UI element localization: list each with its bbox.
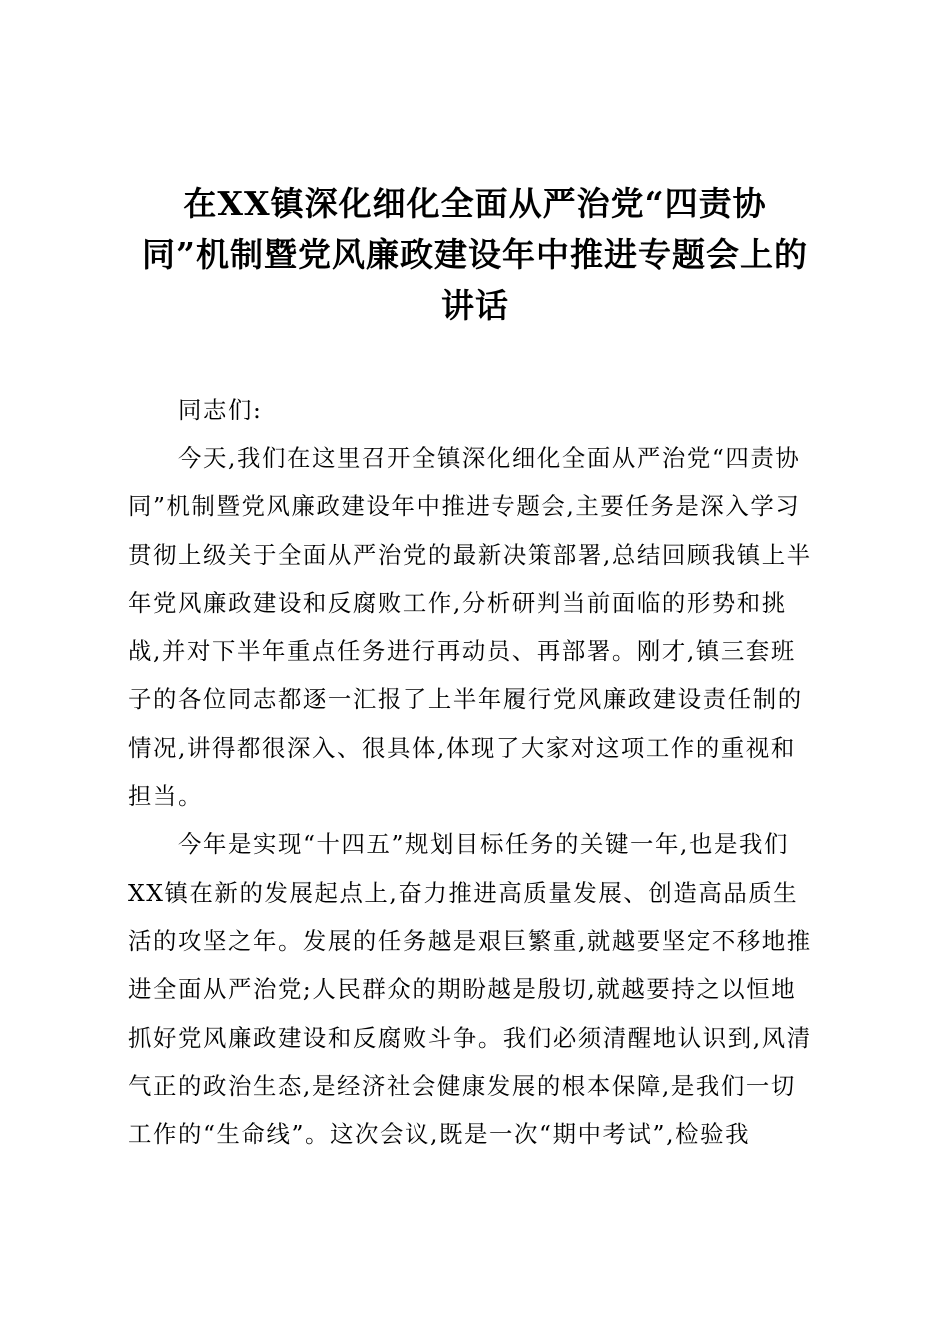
text-line: 抓好党风廉政建设和反腐败斗争。我们必须清醒地认识到,风清: [128, 1023, 812, 1052]
text-line: 同”机制暨党风廉政建设年中推进专题会,主要任务是深入学习: [128, 492, 801, 521]
document-title: [110, 178, 840, 331]
text-line: 子的各位同志都逐一汇报了上半年履行党风廉政建设责任制的: [128, 685, 803, 714]
text-line: 年党风廉政建设和反腐败工作,分析研判当前面临的形势和挑: [128, 588, 787, 617]
text-line: 情况,讲得都很深入、很具体,体现了大家对这项工作的重视和: [128, 733, 796, 762]
title-line: 同”机制暨党风廉政建设年中推进专题会上的: [142, 235, 808, 274]
text-line: 战,并对下半年重点任务进行再动员、再部署。刚才,镇三套班: [128, 637, 796, 666]
text-line: 进全面从严治党;人民群众的期盼越是殷切,就越要持之以恒地: [128, 975, 797, 1004]
title-line: 在XX镇深化细化全面从严治党“四责协: [183, 184, 767, 223]
text-line: 贯彻上级关于全面从严治党的最新决策部署,总结回顾我镇上半: [128, 540, 812, 569]
body-text: [128, 434, 828, 1158]
text-line: 担当。: [128, 782, 203, 811]
text-line: XX镇在新的发展起点上,奋力推进高质量发展、创造高品质生: [128, 878, 799, 907]
text-line: 今天,我们在这里召开全镇深化细化全面从严治党“四责协: [178, 444, 801, 472]
text-line: 活的攻坚之年。发展的任务越是艰巨繁重,就越要坚定不移地推: [128, 926, 812, 955]
greeting: 同志们:: [178, 396, 263, 424]
title-line: 讲话: [441, 286, 509, 325]
paragraph: [128, 434, 828, 820]
text-line: 工作的“生命线”。这次会议,既是一次“期中考试”,检验我: [128, 1120, 751, 1149]
text-line: 气正的政治生态,是经济社会健康发展的根本保障,是我们一切: [128, 1071, 796, 1100]
paragraph: [128, 820, 828, 1158]
text-line: 今年是实现“十四五”规划目标任务的关键一年,也是我们: [178, 830, 789, 859]
